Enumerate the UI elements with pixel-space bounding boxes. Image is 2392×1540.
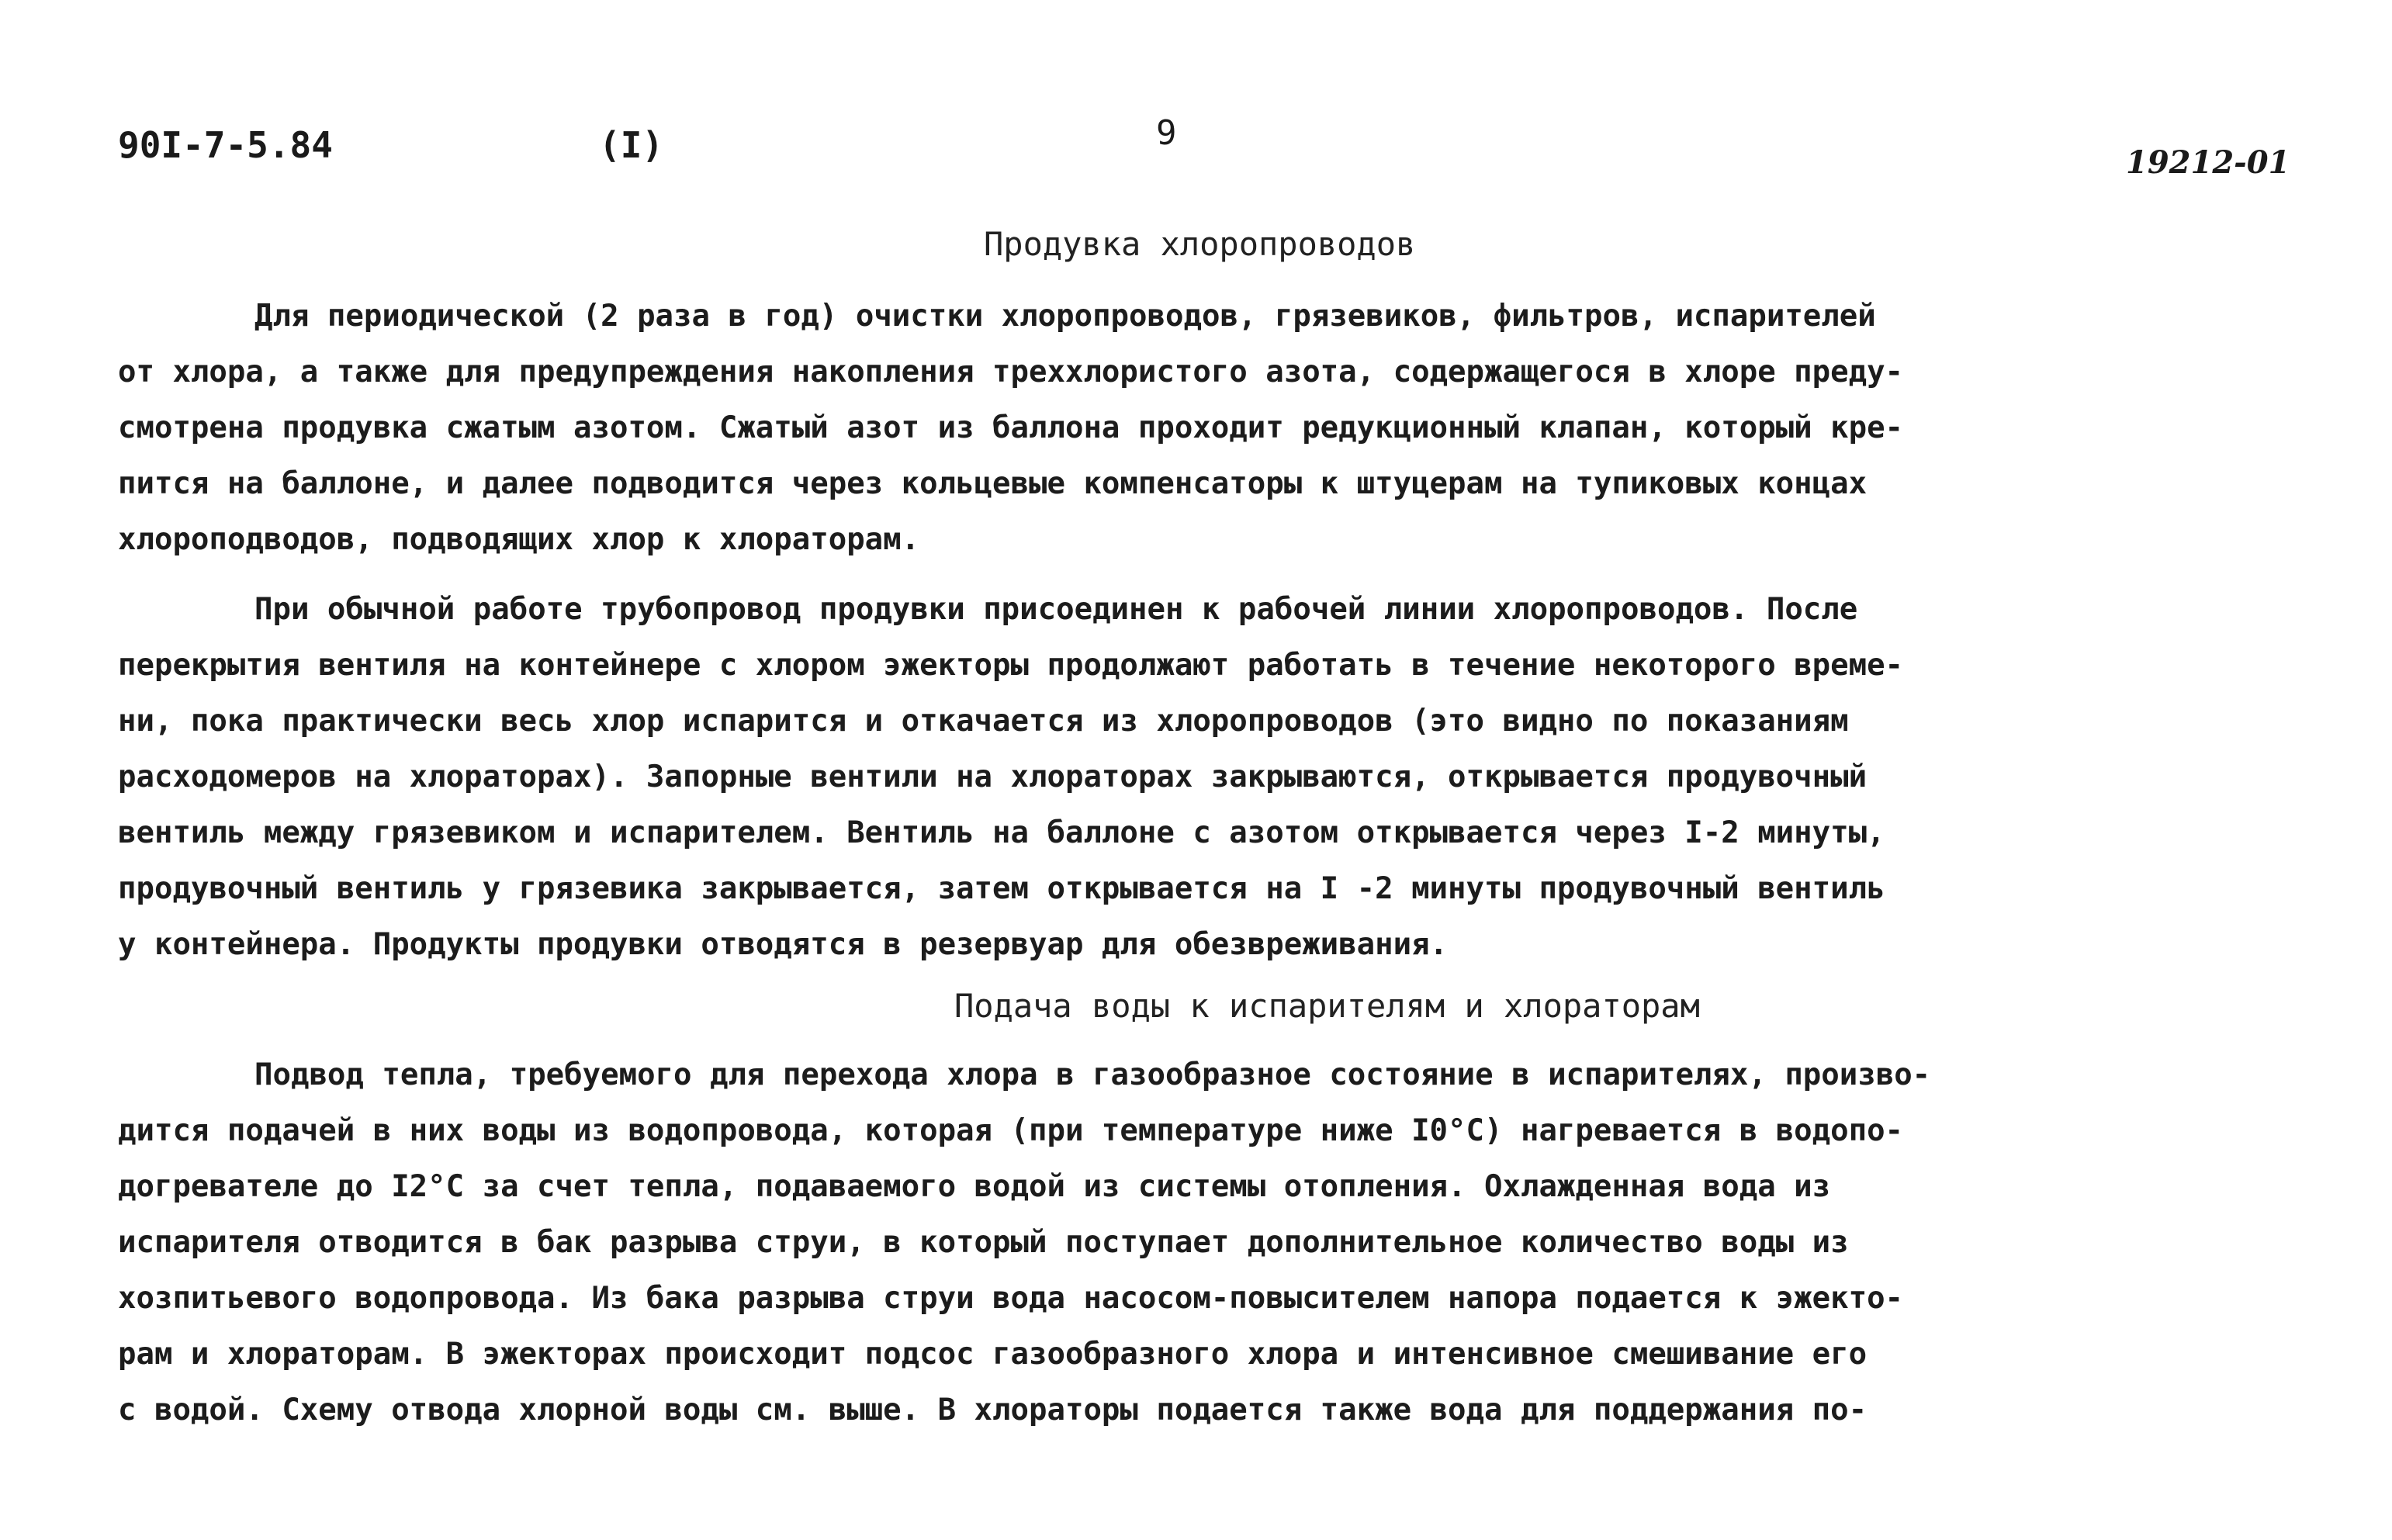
paragraph-purging-2 <box>118 582 2314 973</box>
text-line: догревателе до I2°C за счет тепла, подаваемого водой из системы отопления. Охлажденная вода из <box>118 1169 1831 1204</box>
text-line: испарителя отводится в бак разрыва струи, в который поступает дополнительное количество воды из <box>118 1225 1849 1260</box>
text-line: расходомеров на хлораторах). Запорные вентили на хлораторах закрываются, открывается продувочный <box>118 760 1868 794</box>
text-line: рам и хлораторам. В эжекторах происходит подсос газообразного хлора и интенсивное смешивание его <box>118 1337 1868 1372</box>
text-line: с водой. Схему отвода хлорной воды см. выше. В хлораторы подается также вода для поддержания по- <box>118 1393 1868 1428</box>
archive-number: 19212-01 <box>2126 144 2290 181</box>
text-line: от хлора, а также для предупреждения накопления треххлористого азота, содержащегося в хлоре преду- <box>118 355 1904 389</box>
sheet-marker: (I) <box>599 124 664 166</box>
text-line: хозпитьевого водопровода. Из бака разрыва струи вода насосом-повысителем напора подается к эжекто- <box>118 1281 1904 1316</box>
text-line: Подвод тепла, требуемого для перехода хлора в газообразное состояние в испарителях, произво- <box>254 1057 1931 1092</box>
text-line: продувочный вентиль у грязевика закрывается, затем открывается на I -2 минуты продувочный вентиль <box>118 871 1885 906</box>
text-line: Для периодической (2 раза в год) очистки хлоропроводов, грязевиков, фильтров, испарителей <box>254 299 1876 334</box>
text-line: дится подачей в них воды из водопровода, которая (при температуре ниже I0°C) нагревается в водопо- <box>118 1113 1904 1148</box>
text-line: вентиль между грязевиком и испарителем. Вентиль на баллоне с азотом открывается через I-2 минуты, <box>118 815 1885 850</box>
page-number: 9 <box>1156 113 1177 153</box>
section-title-water-supply: Подача воды к испарителям и хлораторам <box>954 987 1700 1025</box>
text-line: хлороподводов, подводящих хлор к хлораторам. <box>118 522 920 557</box>
text-line: При обычной работе трубопровод продувки присоединен к рабочей линии хлоропроводов. После <box>254 592 1858 627</box>
text-line: ни, пока практически весь хлор испарится и откачается из хлоропроводов (это видно по показаниям <box>118 704 1849 739</box>
text-line: смотрена продувка сжатым азотом. Сжатый азот из баллона проходит редукционный клапан, который кре- <box>118 410 1904 445</box>
paragraph-water-supply-1 <box>118 1047 2314 1438</box>
text-line: пится на баллоне, и далее подводится через кольцевые компенсаторы к штуцерам на тупиковых концах <box>118 466 1868 501</box>
document-code: 90I-7-5.84 <box>118 124 333 166</box>
text-line: у контейнера. Продукты продувки отводятся в резервуар для обезвреживания. <box>118 927 1449 962</box>
text-line: перекрытия вентиля на контейнере с хлором эжекторы продолжают работать в течение некоторого време- <box>118 648 1904 683</box>
section-title-purging: Продувка хлоропроводов <box>984 225 1416 263</box>
paragraph-purging-1 <box>118 289 2314 568</box>
